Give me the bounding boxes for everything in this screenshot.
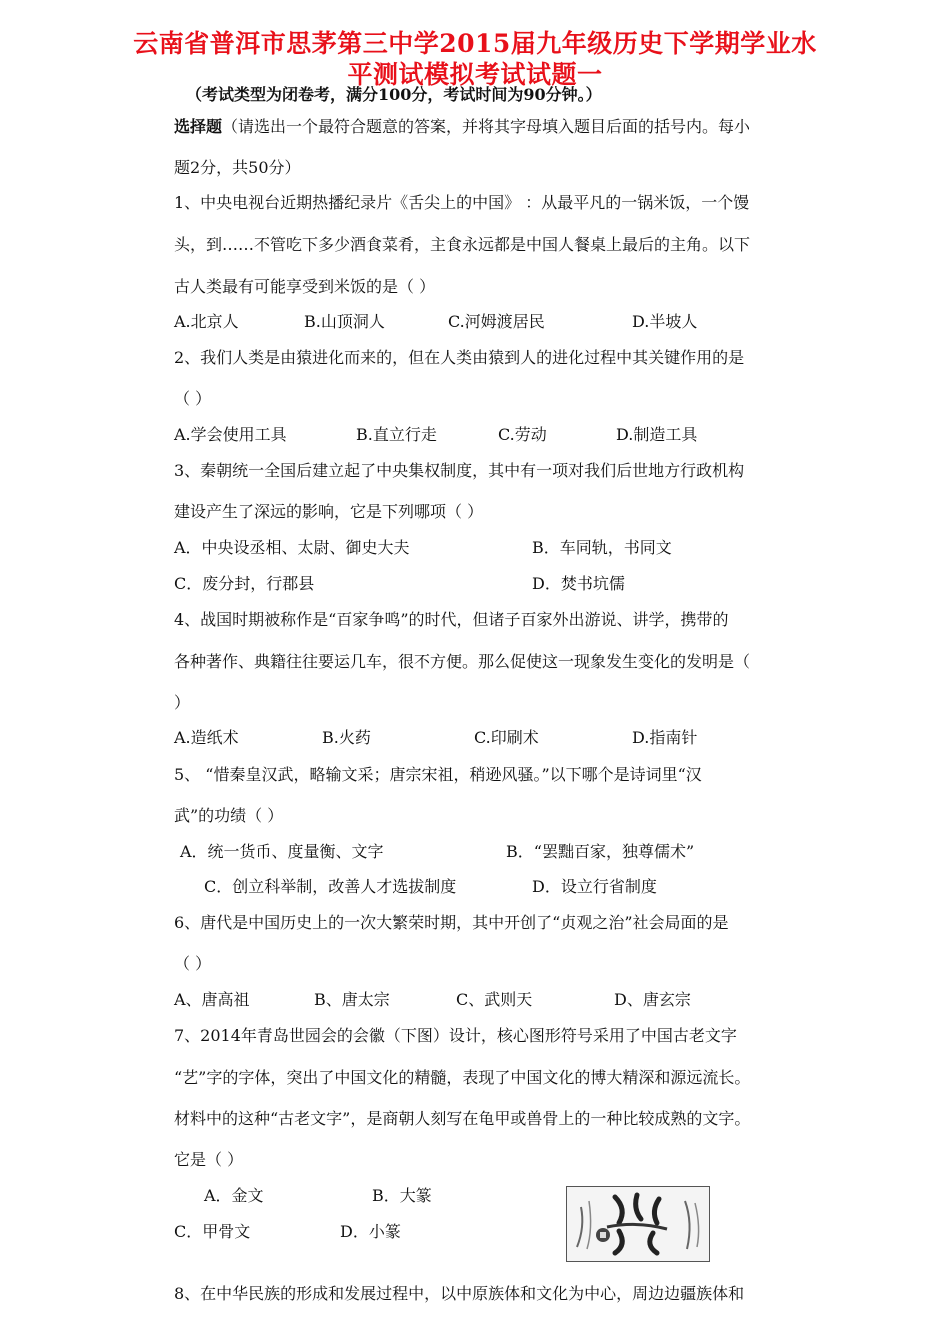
question-1-line-1: 1、中央电视台近期热播纪录片《舌尖上的中国》 ：从最平凡的一锅米饭，一个馒 xyxy=(174,193,750,212)
question-2-option-a: A.学会使用工具 xyxy=(174,425,287,444)
section-heading: 选择题 xyxy=(174,117,223,136)
expo-emblem-image xyxy=(566,1186,710,1262)
question-1-line-3: 古人类最有可能享受到米饭的是（ ） xyxy=(174,277,436,296)
section-instruction-text: （请选出一个最符合题意的答案，并将其字母填入题目后面的括号内。每小 xyxy=(222,117,751,136)
question-4-option-d: D.指南针 xyxy=(632,728,698,747)
question-7-option-d: D．小篆 xyxy=(340,1222,401,1241)
question-6-option-c: C、武则天 xyxy=(456,990,533,1009)
question-2-line-2: （ ） xyxy=(174,389,212,408)
question-3-option-b: B．车同轨，书同文 xyxy=(532,538,672,557)
title-line-2: 平测试模拟考试试题一 xyxy=(347,60,603,89)
question-1-option-d: D.半坡人 xyxy=(632,312,698,331)
question-6-option-d: D、唐玄宗 xyxy=(614,990,691,1009)
question-7-line-1: 7、2014年青岛世园会的会徽（下图）设计，核心图形符号采用了中国古老文字 xyxy=(174,1026,737,1045)
emblem-icon xyxy=(567,1187,709,1261)
question-1-option-b: B.山顶洞人 xyxy=(304,312,385,331)
question-7-option-b: B．大篆 xyxy=(372,1186,432,1205)
question-3-option-d: D．焚书坑儒 xyxy=(532,574,625,593)
question-8-line-1: 8、在中华民族的形成和发展过程中，以中原族体和文化为中心，周边边疆族体和 xyxy=(174,1284,745,1303)
question-2-option-c: C.劳动 xyxy=(498,425,547,444)
question-7-line-3: 材料中的这种“古老文字”，是商朝人刻写在龟甲或兽骨上的一种比较成熟的文字。 xyxy=(174,1109,751,1128)
question-3-line-1: 3、秦朝统一全国后建立起了中央集权制度，其中有一项对我们后世地方行政机构 xyxy=(174,461,745,480)
question-3-option-c: C．废分封，行郡县 xyxy=(174,574,315,593)
question-3-option-a: A．中央设丞相、太尉、御史大夫 xyxy=(174,538,410,557)
question-5-option-a: A．统一货币、度量衡、文字 xyxy=(180,842,384,861)
question-7-option-a: A．金文 xyxy=(204,1186,264,1205)
question-7-line-4: 它是（ ） xyxy=(174,1150,244,1169)
question-5-option-c: C．创立科举制，改善人才选拔制度 xyxy=(204,877,457,896)
question-5-option-d: D．设立行省制度 xyxy=(532,877,657,896)
question-3-line-2: 建设产生了深远的影响，它是下列哪项（ ） xyxy=(174,502,484,521)
question-4-line-3: ） xyxy=(174,693,191,712)
question-4-option-b: B.火药 xyxy=(322,728,371,747)
question-2-line-1: 2、我们人类是由猿进化而来的，但在人类由猿到人的进化过程中其关键作用的是 xyxy=(174,348,745,367)
question-4-option-c: C.印刷术 xyxy=(474,728,539,747)
question-6-option-a: A、唐高祖 xyxy=(174,990,250,1009)
question-6-line-2: （ ） xyxy=(174,954,212,973)
section-instruction-line2: 题2分，共50分） xyxy=(174,158,301,177)
question-4-line-1: 4、战国时期被称作是“百家争鸣”的时代，但诸子百家外出游说、讲学，携带的 xyxy=(174,610,729,629)
question-4-line-2: 各种著作、典籍往往要运几车，很不方便。那么促使这一现象发生变化的发明是（ xyxy=(174,652,751,671)
question-1-option-a: A.北京人 xyxy=(174,312,239,331)
question-7-option-c: C．甲骨文 xyxy=(174,1222,251,1241)
question-5-line-2: 武”的功绩（ ） xyxy=(174,806,284,825)
question-5-line-1: 5、 “惜秦皇汉武，略输文采；唐宗宋祖，稍逊风骚。”以下哪个是诗词里“汉 xyxy=(174,765,702,784)
question-1-option-c: C.河姆渡居民 xyxy=(448,312,545,331)
question-5-option-b: B．“罢黜百家，独尊儒术” xyxy=(506,842,695,861)
question-2-option-d: D.制造工具 xyxy=(616,425,698,444)
question-4-option-a: A.造纸术 xyxy=(174,728,239,747)
question-6-line-1: 6、唐代是中国历史上的一次大繁荣时期，其中开创了“贞观之治”社会局面的是 xyxy=(174,913,729,932)
section-instruction xyxy=(174,114,750,137)
question-1-line-2: 头，到……不管吃下多少酒食菜肴，主食永远都是中国人餐桌上最后的主角。以下 xyxy=(174,235,751,254)
question-2-option-b: B.直立行走 xyxy=(356,425,437,444)
question-7-line-2: “艺”字的字体，突出了中国文化的精髓，表现了中国文化的博大精深和源远流长。 xyxy=(174,1068,751,1087)
question-6-option-b: B、唐太宗 xyxy=(314,990,390,1009)
title-line-1: 云南省普洱市思茅第三中学2015届九年级历史下学期学业水 xyxy=(133,29,817,58)
exam-note: （考试类型为闭卷考，满分100分，考试时间为90分钟。） xyxy=(186,85,602,104)
